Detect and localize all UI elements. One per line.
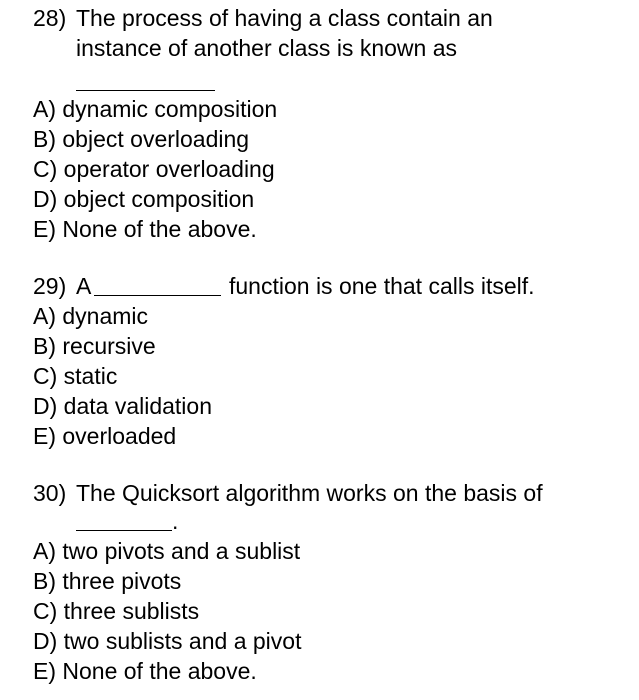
q30-option-c: C) three sublists	[33, 598, 200, 624]
q28-option-b: B) object overloading	[33, 126, 250, 152]
q29-option-a: A) dynamic	[33, 303, 149, 329]
q29-option-e: E) overloaded	[33, 423, 177, 449]
q30-option-b: B) three pivots	[33, 568, 182, 594]
q30-answer-blank	[76, 530, 172, 531]
q28-option-c: C) operator overloading	[33, 156, 275, 182]
q28-option-e: E) None of the above.	[33, 216, 257, 242]
q29-option-b: B) recursive	[33, 333, 156, 359]
q30-option-d: D) two sublists and a pivot	[33, 628, 302, 654]
q29-option-d: D) data validation	[33, 393, 212, 419]
q29-stem-start: A	[76, 273, 92, 299]
q30-number: 30)	[33, 480, 67, 506]
q29-stem-end: function is one that calls itself.	[229, 273, 535, 299]
q30-stem-line1: The Quicksort algorithm works on the basis of	[76, 480, 543, 506]
q28-number: 28)	[33, 5, 67, 31]
q28-answer-blank	[76, 90, 215, 91]
q30-option-e: E) None of the above.	[33, 658, 257, 684]
q28-option-a: A) dynamic composition	[33, 96, 278, 122]
q28-stem-line2: instance of another class is known as	[76, 35, 457, 61]
q28-option-d: D) object composition	[33, 186, 255, 212]
q29-number: 29)	[33, 273, 67, 299]
q30-blank-suffix: .	[172, 508, 179, 534]
q30-option-a: A) two pivots and a sublist	[33, 538, 301, 564]
q28-stem-line1: The process of having a class contain an	[76, 5, 493, 31]
q29-option-c: C) static	[33, 363, 118, 389]
q29-answer-blank	[94, 295, 221, 296]
